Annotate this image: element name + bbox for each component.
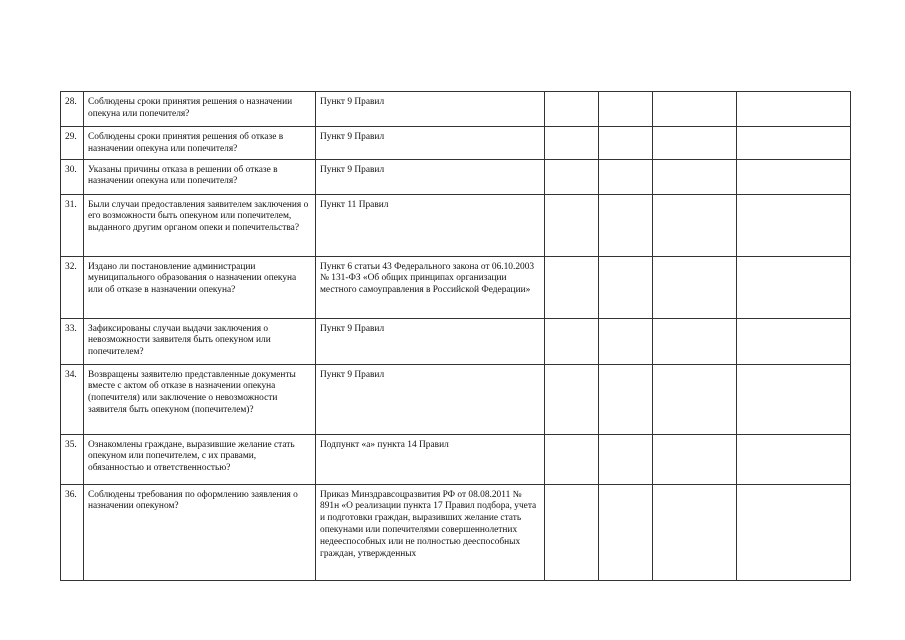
question-cell: Возвращены заявителю представленные документы вместе с актом об отказе в назначении опекуна (попечителя) или заключение о невозможности заявителя быть опекуном (попечителем)? [84,364,316,434]
not-applicable-cell [653,484,737,580]
answer-yes-cell [545,127,599,160]
answer-yes-cell [545,194,599,256]
row-number: 36. [61,484,84,580]
answer-yes-cell [545,159,599,194]
question-cell: Соблюдены сроки принятия решения о назначении опекуна или попечителя? [84,92,316,127]
row-number: 28. [61,92,84,127]
question-cell: Соблюдены требования по оформлению заявления о назначении опекуном? [84,484,316,580]
answer-no-cell [599,256,653,318]
answer-no-cell [599,434,653,484]
answer-yes-cell [545,484,599,580]
not-applicable-cell [653,92,737,127]
row-number: 30. [61,159,84,194]
question-cell: Зафиксированы случаи выдачи заключения о невозможности заявителя быть опекуном или попечителем? [84,318,316,364]
note-cell [737,92,851,127]
answer-no-cell [599,364,653,434]
answer-no-cell [599,127,653,160]
legal-basis-cell: Пункт 9 Правил [316,318,545,364]
answer-no-cell [599,194,653,256]
answer-yes-cell [545,364,599,434]
note-cell [737,194,851,256]
not-applicable-cell [653,194,737,256]
table-row [61,127,851,160]
checklist-table [60,91,851,581]
legal-basis-cell: Пункт 6 статьи 43 Федерального закона от 06.10.2003 № 131-ФЗ «Об общих принципах организации местного самоуправления в Российской Федерации» [316,256,545,318]
not-applicable-cell [653,364,737,434]
table-row [61,434,851,484]
answer-no-cell [599,484,653,580]
answer-yes-cell [545,92,599,127]
table-row [61,318,851,364]
answer-yes-cell [545,256,599,318]
question-cell: Издано ли постановление администрации муниципального образования о назначении опекуна или об отказе в назначении опекуна? [84,256,316,318]
row-number: 31. [61,194,84,256]
legal-basis-cell: Пункт 9 Правил [316,159,545,194]
legal-basis-cell: Пункт 11 Правил [316,194,545,256]
table-row [61,364,851,434]
note-cell [737,318,851,364]
question-cell: Были случаи предоставления заявителем заключения о его возможности быть опекуном или попечителем, выданного другим органом опеки и попечительства? [84,194,316,256]
legal-basis-cell: Пункт 9 Правил [316,127,545,160]
answer-no-cell [599,318,653,364]
note-cell [737,256,851,318]
question-cell: Указаны причины отказа в решении об отказе в назначении опекуна или попечителя? [84,159,316,194]
legal-basis-cell: Подпункт «а» пункта 14 Правил [316,434,545,484]
answer-no-cell [599,92,653,127]
table-row [61,159,851,194]
answer-no-cell [599,159,653,194]
legal-basis-cell: Пункт 9 Правил [316,92,545,127]
not-applicable-cell [653,256,737,318]
row-number: 35. [61,434,84,484]
note-cell [737,127,851,160]
not-applicable-cell [653,159,737,194]
row-number: 34. [61,364,84,434]
legal-basis-cell: Пункт 9 Правил [316,364,545,434]
note-cell [737,484,851,580]
table-row [61,194,851,256]
question-cell: Соблюдены сроки принятия решения об отказе в назначении опекуна или попечителя? [84,127,316,160]
not-applicable-cell [653,434,737,484]
question-cell: Ознакомлены граждане, выразившие желание стать опекуном или попечителем, с их правами, обязанностью и ответственностью? [84,434,316,484]
not-applicable-cell [653,127,737,160]
table-row [61,92,851,127]
note-cell [737,364,851,434]
answer-yes-cell [545,434,599,484]
row-number: 32. [61,256,84,318]
row-number: 29. [61,127,84,160]
table-row [61,484,851,580]
not-applicable-cell [653,318,737,364]
answer-yes-cell [545,318,599,364]
note-cell [737,434,851,484]
row-number: 33. [61,318,84,364]
note-cell [737,159,851,194]
table-row [61,256,851,318]
legal-basis-cell: Приказ Минздравсоцразвития РФ от 08.08.2011 № 891н «О реализации пункта 17 Правил подбора, учета и подготовки граждан, выразивших желание стать опекунами или попечителями совершеннолетних недееспособных или не полностью дееспособных граждан, утвержденных [316,484,545,580]
